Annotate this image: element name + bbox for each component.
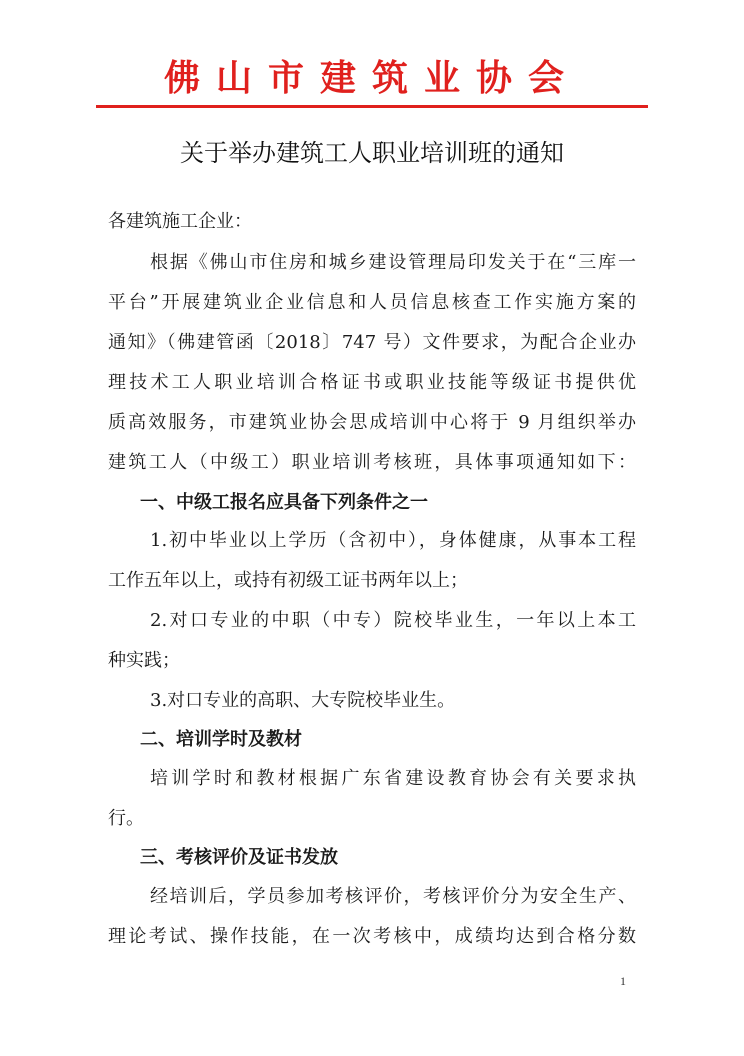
requirement-item: 3.对口专业的高职、大专院校毕业生。 xyxy=(150,690,456,711)
intro-line: 平台”开展建筑业企业信息和人员信息核查工作实施方案的 xyxy=(108,292,636,313)
assessment-line: 经培训后，学员参加考核评价，考核评价分为安全生产、 xyxy=(150,886,636,907)
page-number: 1 xyxy=(620,974,626,988)
requirement-item: 1.初中毕业以上学历（含初中），身体健康，从事本工程 xyxy=(150,530,636,551)
section-heading-training: 二、培训学时及教材 xyxy=(140,729,302,750)
intro-line: 建筑工人（中级工）职业培训考核班，具体事项通知如下： xyxy=(108,452,636,473)
intro-line: 通知》（佛建管函〔2018〕747 号）文件要求，为配合企业办 xyxy=(108,332,636,353)
section-heading-requirements: 一、中级工报名应具备下列条件之一 xyxy=(140,492,428,513)
intro-line: 根据《佛山市住房和城乡建设管理局印发关于在“三库一 xyxy=(150,252,636,273)
org-masthead: 佛山市建筑业协会 xyxy=(163,57,580,99)
requirement-item: 工作五年以上，或持有初级工证书两年以上； xyxy=(108,570,468,591)
training-line: 培训学时和教材根据广东省建设教育协会有关要求执 xyxy=(150,768,636,789)
assessment-line: 理论考试、操作技能，在一次考核中，成绩均达到合格分数 xyxy=(108,926,636,947)
section-heading-assessment: 三、考核评价及证书发放 xyxy=(140,847,338,868)
requirement-item: 2.对口专业的中职（中专）院校毕业生，一年以上本工 xyxy=(150,610,636,631)
intro-line: 理技术工人职业培训合格证书或职业技能等级证书提供优 xyxy=(108,372,636,393)
salutation: 各建筑施工企业： xyxy=(108,211,252,232)
masthead-red-rule xyxy=(96,105,648,108)
training-line: 行。 xyxy=(108,808,144,829)
intro-line: 质高效服务，市建筑业协会思成培训中心将于 9 月组织举办 xyxy=(108,412,636,433)
notice-title: 关于举办建筑工人职业培训班的通知 xyxy=(180,139,564,167)
requirement-item: 种实践； xyxy=(108,650,180,671)
